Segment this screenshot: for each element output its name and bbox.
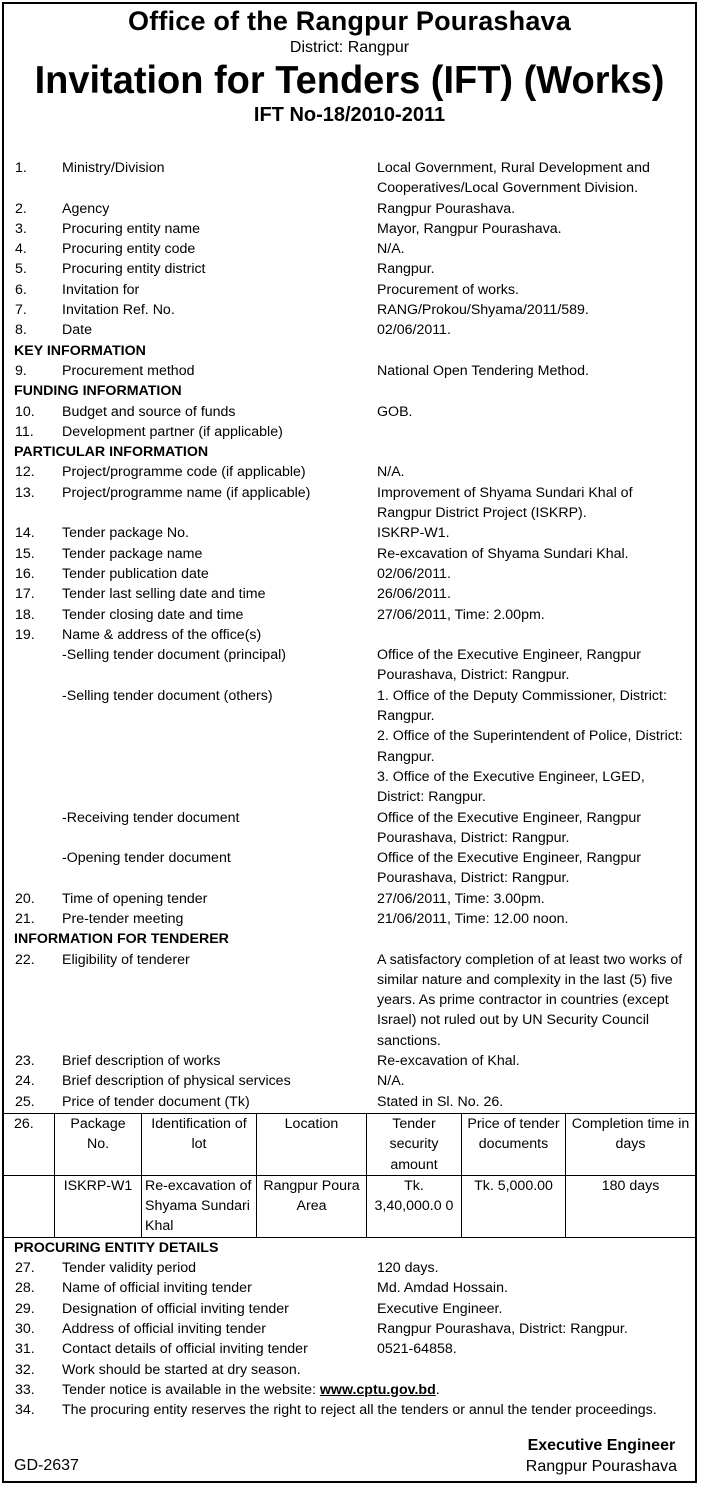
table-header-cell: Location	[257, 1113, 367, 1175]
item-label: Project/programme name (if applicable)	[62, 484, 311, 501]
item-label: Development partner (if applicable)	[62, 423, 283, 440]
item-number: 6.	[15, 281, 27, 298]
item-label: Procuring entity code	[62, 241, 196, 258]
package-table	[4, 1113, 695, 1238]
list-item	[4, 1380, 695, 1400]
item-value: 27/06/2011, Time: 3.00pm.	[377, 890, 545, 907]
item-number: 15.	[15, 545, 35, 562]
key-items	[4, 361, 695, 381]
item-number: 4.	[15, 241, 27, 258]
item-value: 2. Office of the Superintendent of Police, District: Rangpur.	[377, 728, 683, 765]
section-funding-information: FUNDING INFORMATION	[14, 383, 182, 400]
item-value	[377, 422, 689, 442]
list-item	[4, 1339, 695, 1359]
item-value: N/A.	[377, 464, 405, 481]
list-item	[4, 1400, 695, 1420]
item-number: 10.	[15, 403, 35, 420]
item-value: Local Government, Rural Development and Cooperatives/Local Government Division.	[377, 160, 650, 197]
item-value: RANG/Prokou/Shyama/2011/589.	[377, 302, 589, 319]
item-value: 21/06/2011, Time: 12.00 noon.	[377, 910, 569, 927]
item-value: 120 days.	[377, 1260, 439, 1277]
list-item	[4, 645, 695, 686]
item-label: Procuring entity district	[62, 261, 206, 278]
item-label: Agency	[62, 200, 110, 217]
table-cell: 180 days	[566, 1175, 696, 1237]
package-table-header	[4, 1113, 695, 1175]
item-label: Contact details of official inviting tender	[62, 1341, 308, 1358]
item-value: 02/06/2011.	[377, 565, 451, 582]
list-item	[4, 259, 695, 279]
item-value: Stated in Sl. No. 26.	[377, 1093, 504, 1110]
item-label: Tender publication date	[62, 565, 209, 582]
list-item	[4, 462, 695, 482]
list-item	[4, 239, 695, 259]
item-value: Office of the Executive Engineer, Rangpur Pourashava, District: Rangpur.	[377, 850, 641, 887]
item-label: Invitation for	[62, 281, 140, 298]
item-number: 16.	[15, 565, 35, 582]
item-value: 0521-64858.	[377, 1341, 457, 1358]
website-label: Tender notice is available in the website:	[62, 1381, 320, 1398]
list-item	[4, 1278, 695, 1298]
office-title: Office of the Rangpur Pourashava	[128, 6, 571, 36]
item-number: 29.	[15, 1300, 35, 1317]
table-cell: ISKRP-W1	[55, 1175, 142, 1237]
item-number: 12.	[15, 464, 35, 481]
item-label: Budget and source of funds	[62, 403, 236, 420]
item-value: 3. Office of the Executive Engineer, LGED, District: Rangpur.	[377, 768, 645, 806]
item-value: 02/06/2011.	[377, 322, 451, 339]
signatory-office: Rangpur Pourashava	[525, 1458, 677, 1475]
table-cell: Tk. 5,000.00	[462, 1175, 566, 1237]
item-number: 34.	[15, 1402, 35, 1419]
item-label: Brief description of physical services	[62, 1073, 291, 1090]
notice-title: Invitation for Tenders (IFT) (Works)	[34, 59, 665, 103]
item-number: 24.	[15, 1073, 35, 1090]
particular-items	[4, 462, 695, 929]
list-item	[4, 199, 695, 219]
table-header-cell: Identification of lot	[142, 1113, 257, 1175]
list-item	[4, 483, 695, 524]
list-item	[4, 808, 695, 849]
item-value: N/A.	[377, 1073, 405, 1090]
table-cell	[4, 1175, 55, 1237]
tender-notice	[2, 2, 697, 1483]
list-item	[4, 280, 695, 300]
item-number: 20.	[15, 890, 35, 907]
item-number: 17.	[15, 586, 35, 603]
section-key-information: KEY INFORMATION	[14, 342, 146, 359]
signature-block	[526, 1435, 677, 1477]
list-item	[4, 889, 695, 909]
item-label: Tender last selling date and time	[62, 586, 266, 603]
item-value: Md. Amdad Hossain.	[377, 1280, 508, 1297]
item-number: 18.	[15, 606, 35, 623]
item-label: Tender package No.	[62, 525, 189, 542]
table-header-cell: Completion time in days	[566, 1113, 696, 1175]
section-information-for-tenderer: INFORMATION FOR TENDERER	[14, 931, 229, 948]
section-procuring-entity-details: PROCURING ENTITY DETAILS	[14, 1239, 219, 1256]
list-item	[4, 767, 695, 808]
item-number: 32.	[15, 1361, 35, 1378]
list-item	[4, 1092, 695, 1112]
item-value	[377, 625, 689, 645]
item-label: Brief description of works	[62, 1053, 221, 1070]
item-value: Office of the Executive Engineer, Rangpur Pourashava, District: Rangpur.	[377, 809, 641, 846]
item-number: 11.	[15, 423, 34, 440]
item-number: 14.	[15, 525, 35, 542]
item-number: 3.	[15, 220, 27, 237]
item-number: 21.	[15, 910, 35, 927]
item-label: Pre-tender meeting	[62, 910, 184, 927]
list-item	[4, 564, 695, 584]
list-item	[4, 950, 695, 1051]
table-header-cell: Package No.	[55, 1113, 142, 1175]
list-item	[4, 584, 695, 604]
district-line: District: Rangpur	[289, 39, 410, 56]
item-label: Time of opening tender	[62, 890, 208, 907]
item-label: Invitation Ref. No.	[62, 302, 175, 319]
list-item	[4, 219, 695, 239]
general-items	[4, 158, 695, 341]
item-number: 1.	[15, 160, 27, 176]
item-number: 30.	[15, 1320, 35, 1337]
list-item	[4, 158, 695, 199]
item-label: Designation of official inviting tender	[62, 1300, 289, 1317]
item-value: Office of the Executive Engineer, Rangpur Pourashava, District: Rangpur.	[377, 647, 641, 684]
list-item	[4, 361, 695, 381]
item-label: -Opening tender document	[62, 850, 231, 867]
item-label: Procurement method	[62, 362, 195, 379]
table-header-cell: Price of tender documents	[462, 1113, 566, 1175]
list-item	[4, 686, 695, 727]
item-label: Eligibility of tenderer	[62, 951, 190, 968]
item-value: Procurement of works.	[377, 281, 519, 298]
list-item	[4, 300, 695, 320]
package-table-row	[4, 1175, 695, 1237]
list-item	[4, 1071, 695, 1091]
item-value: 1. Office of the Deputy Commissioner, District: Rangpur.	[377, 687, 667, 725]
list-item	[4, 422, 695, 442]
list-item	[4, 909, 695, 929]
item-number: 13.	[15, 484, 35, 501]
section-particular-information: PARTICULAR INFORMATION	[14, 444, 209, 461]
item-number: 33.	[15, 1381, 35, 1398]
item-number: 9.	[15, 362, 27, 379]
item-number: 5.	[15, 261, 27, 278]
list-item	[4, 320, 695, 340]
website-tail: .	[435, 1381, 440, 1398]
item-label: The procuring entity reserves the right to reject all the tenders or annul the tender proceedings.	[62, 1402, 657, 1419]
item-label: -Selling tender document (principal)	[62, 647, 286, 664]
table-cell: Rangpur Poura Area	[257, 1175, 367, 1237]
item-label	[62, 1380, 440, 1400]
table-header-cell: Tender security amount	[367, 1113, 462, 1175]
item-number: 27.	[15, 1260, 35, 1277]
notice-body	[4, 158, 695, 1420]
item-number: 25.	[15, 1093, 35, 1110]
funding-items	[4, 402, 695, 443]
item-number: 8.	[15, 322, 27, 339]
table-cell: Re-excavation of Shyama Sundari Khal	[142, 1175, 257, 1237]
table-cell: Tk. 3,40,000.0 0	[367, 1175, 462, 1237]
item-label: Date	[62, 322, 92, 339]
item-value: A satisfactory completion of at least two works of similar nature and complexity in the last (5) five years. As prime contractor in countries (except Israel) not ruled out by UN Security Council sanctions.	[377, 951, 683, 1049]
list-item	[4, 1258, 695, 1278]
item-number: 31.	[15, 1341, 35, 1358]
list-item	[4, 848, 695, 889]
item-value: 27/06/2011, Time: 2.00pm.	[377, 606, 545, 623]
item-number: 19.	[15, 626, 35, 643]
item-value: Improvement of Shyama Sundari Khal of Rangpur District Project (ISKRP).	[377, 484, 633, 522]
item-value: Executive Engineer.	[377, 1300, 503, 1317]
list-item	[4, 523, 695, 543]
ift-number: IFT No-18/2010-2011	[253, 104, 446, 126]
list-item	[4, 1319, 695, 1339]
item-number: 2.	[15, 200, 27, 217]
item-number: 22.	[15, 951, 35, 968]
signatory-title: Executive Engineer	[527, 1437, 676, 1454]
list-item	[4, 625, 695, 645]
list-item	[4, 544, 695, 564]
item-label: Price of tender document (Tk)	[62, 1093, 250, 1110]
item-label: -Receiving tender document	[62, 809, 240, 826]
item-value: National Open Tendering Method.	[377, 362, 589, 379]
item-value: 26/06/2011.	[377, 586, 451, 603]
item-label: Tender package name	[62, 545, 203, 562]
list-item	[4, 1051, 695, 1071]
item-value: Mayor, Rangpur Pourashava.	[377, 220, 562, 237]
item-label: -Selling tender document (others)	[62, 687, 273, 704]
item-number: 28.	[15, 1280, 35, 1297]
item-value: Rangpur.	[377, 261, 435, 278]
list-item	[4, 726, 695, 767]
tenderer-items	[4, 950, 695, 1112]
item-value: Rangpur Pourashava, District: Rangpur.	[377, 1320, 628, 1337]
item-value: Rangpur Pourashava.	[377, 200, 516, 217]
item-label: Address of official inviting tender	[62, 1320, 266, 1337]
item-label: Project/programme code (if applicable)	[62, 464, 306, 481]
item-value: Re-excavation of Khal.	[377, 1053, 520, 1070]
item-value: Re-excavation of Shyama Sundari Khal.	[377, 545, 629, 562]
item-number: 23.	[15, 1053, 35, 1070]
notice-header	[4, 4, 695, 126]
list-item	[4, 1299, 695, 1319]
item-label: Tender validity period	[62, 1260, 197, 1277]
table-item-number: 26.	[4, 1113, 55, 1175]
item-value: GOB.	[377, 403, 413, 420]
item-value: ISKRP-W1.	[377, 525, 450, 542]
item-label: Ministry/Division	[62, 160, 165, 176]
procuring-items	[4, 1258, 695, 1359]
item-label: Name & address of the office(s)	[62, 626, 262, 643]
item-label: Procuring entity name	[62, 220, 201, 237]
item-label: Work should be started at dry season.	[62, 1361, 301, 1378]
website-link[interactable]: www.cptu.gov.bd	[319, 1381, 436, 1398]
item-label: Tender closing date and time	[62, 606, 244, 623]
item-label: Name of official inviting tender	[62, 1280, 252, 1297]
list-item	[4, 605, 695, 625]
item-value: N/A.	[377, 241, 405, 258]
gd-code: GD-2637	[14, 1457, 79, 1474]
list-item	[4, 402, 695, 422]
list-item	[4, 1360, 695, 1380]
item-number: 7.	[15, 302, 27, 319]
